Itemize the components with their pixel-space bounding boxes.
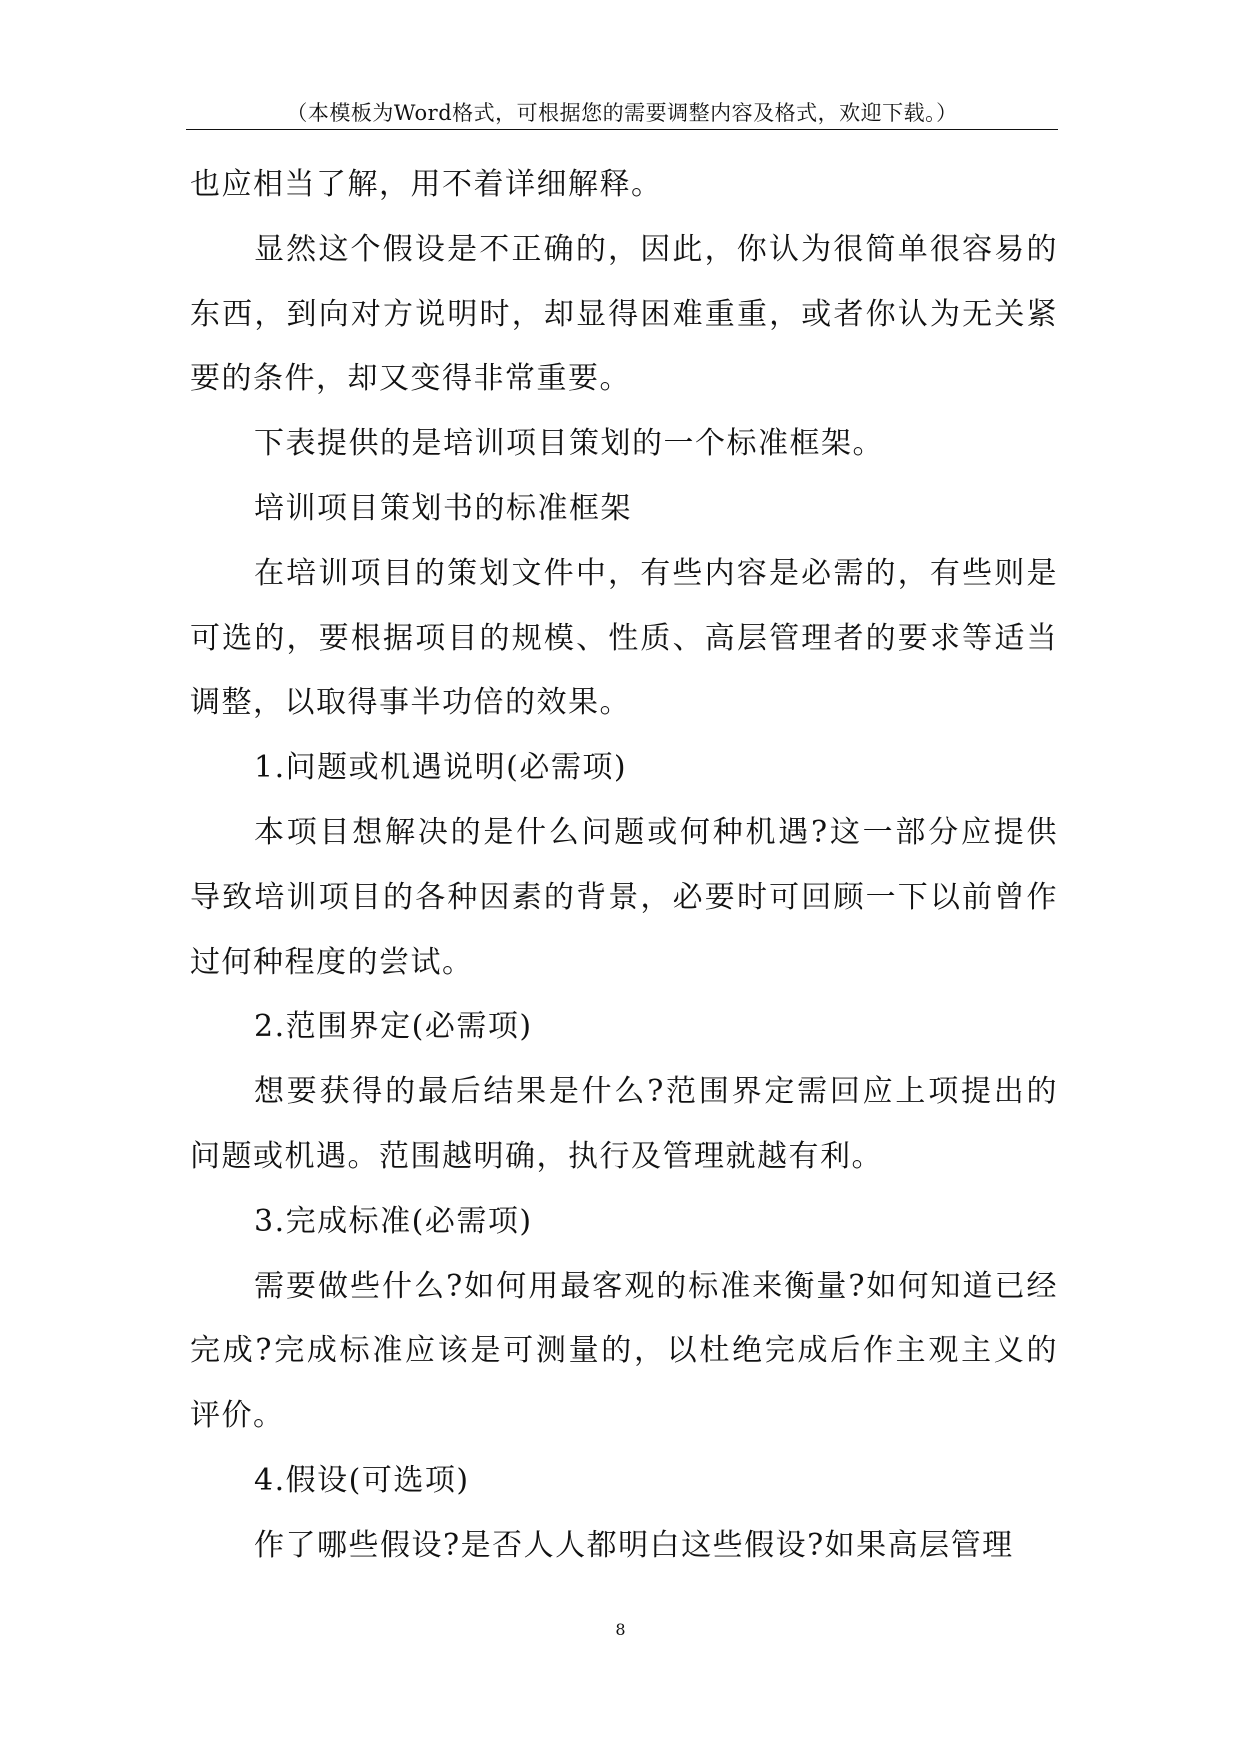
page-header: （本模板为Word格式，可根据您的需要调整内容及格式，欢迎下载。） bbox=[286, 101, 958, 125]
section-heading: 4.假设(可选项) bbox=[254, 1462, 470, 1498]
paragraph: 需要做些什么?如何用最客观的标准来衡量?如何知道已经完成?完成标准应该是可测量的，以杜绝完成后作主观主义的评价。 bbox=[190, 1268, 1058, 1434]
page-number: 8 bbox=[615, 1620, 626, 1639]
paragraph: 显然这个假设是不正确的，因此，你认为很简单很容易的东西，到向对方说明时，却显得困难重重，或者你认为无关紧要的条件，却又变得非常重要。 bbox=[190, 231, 1058, 397]
section-heading: 2.范围界定(必需项) bbox=[254, 1009, 533, 1045]
paragraph: 下表提供的是培训项目策划的一个标准框架。 bbox=[254, 426, 884, 462]
section-title: 培训项目策划书的标准框架 bbox=[254, 490, 632, 526]
section-heading: 3.完成标准(必需项) bbox=[254, 1203, 533, 1239]
paragraph: 本项目想解决的是什么问题或何种机遇?这一部分应提供导致培训项目的各种因素的背景，必要时可回顾一下以前曾作过何种程度的尝试。 bbox=[190, 814, 1058, 980]
paragraph: 作了哪些假设?是否人人都明白这些假设?如果高层管理 bbox=[254, 1527, 1014, 1563]
paragraph: 想要获得的最后结果是什么?范围界定需回应上项提出的问题或机遇。范围越明确，执行及管理就越有利。 bbox=[190, 1074, 1058, 1174]
paragraph: 也应相当了解，用不着详细解释。 bbox=[190, 167, 663, 202]
header-rule bbox=[186, 129, 1058, 130]
section-heading: 1.问题或机遇说明(必需项) bbox=[254, 750, 628, 786]
paragraph: 在培训项目的策划文件中，有些内容是必需的，有些则是可选的，要根据项目的规模、性质、高层管理者的要求等适当调整，以取得事半功倍的效果。 bbox=[190, 555, 1058, 721]
body-text bbox=[190, 153, 1058, 1579]
